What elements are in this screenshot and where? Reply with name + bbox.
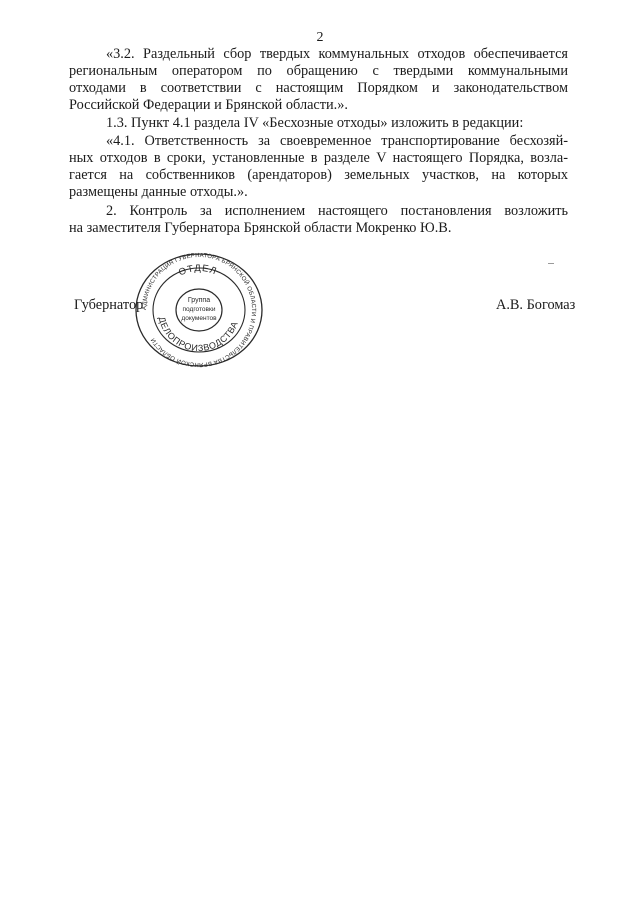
page-number: 2	[316, 30, 324, 45]
text-line: отходами в соответствии с настоящим Порядком и законодательством	[69, 80, 568, 96]
text-line: 2. Контроль за исполнением настоящего постановления возложить	[106, 203, 568, 219]
text-line: ных отходов в сроки, установленные в разделе V настоящего Порядка, возла-	[69, 150, 568, 166]
text-line: гается на собственников (арендаторов) земельных участков, на которых	[69, 167, 568, 183]
text-line: на заместителя Губернатора Брянской области Мокренко Ю.В.	[69, 220, 452, 236]
stamp-center-line: подготовки	[182, 306, 216, 313]
stamp-center-line: Группа	[187, 297, 211, 304]
stamp-outer-text: АДМИНИСТРАЦИЯ ГУБЕРНАТОРА БРЯНСКОЙ ОБЛАСТИ И ПРАВИТЕЛЬСТВА БРЯНСКОЙ ОБЛАСТИ	[141, 252, 257, 368]
text-line: «3.2. Раздельный сбор твердых коммунальных отходов обеспечивается	[106, 46, 568, 62]
stamp-inner-bottom-text: ДЕЛОПРОИЗВОДСТВА	[156, 315, 240, 354]
signature-name: А.В. Богомаз	[496, 297, 576, 313]
text-line: размещены данные отходы.».	[69, 184, 248, 200]
text-line: «4.1. Ответственность за своевременное транспортирование бесхозяй-	[106, 133, 568, 149]
scan-mark	[548, 263, 554, 264]
svg-text:ОТДЕЛ	[177, 263, 219, 278]
text-line: 1.3. Пункт 4.1 раздела IV «Бесхозные отходы» изложить в редакции:	[106, 115, 524, 131]
text-line: региональным оператором по обращению с твердыми коммунальными	[69, 63, 568, 79]
signature-title: Губернатор	[74, 297, 144, 313]
text-line: Российской Федерации и Брянской области.».	[69, 97, 348, 113]
stamp-center-line: документов	[181, 315, 217, 322]
official-stamp	[133, 251, 265, 369]
stamp-inner-top-text: ОТДЕЛ	[177, 262, 219, 279]
